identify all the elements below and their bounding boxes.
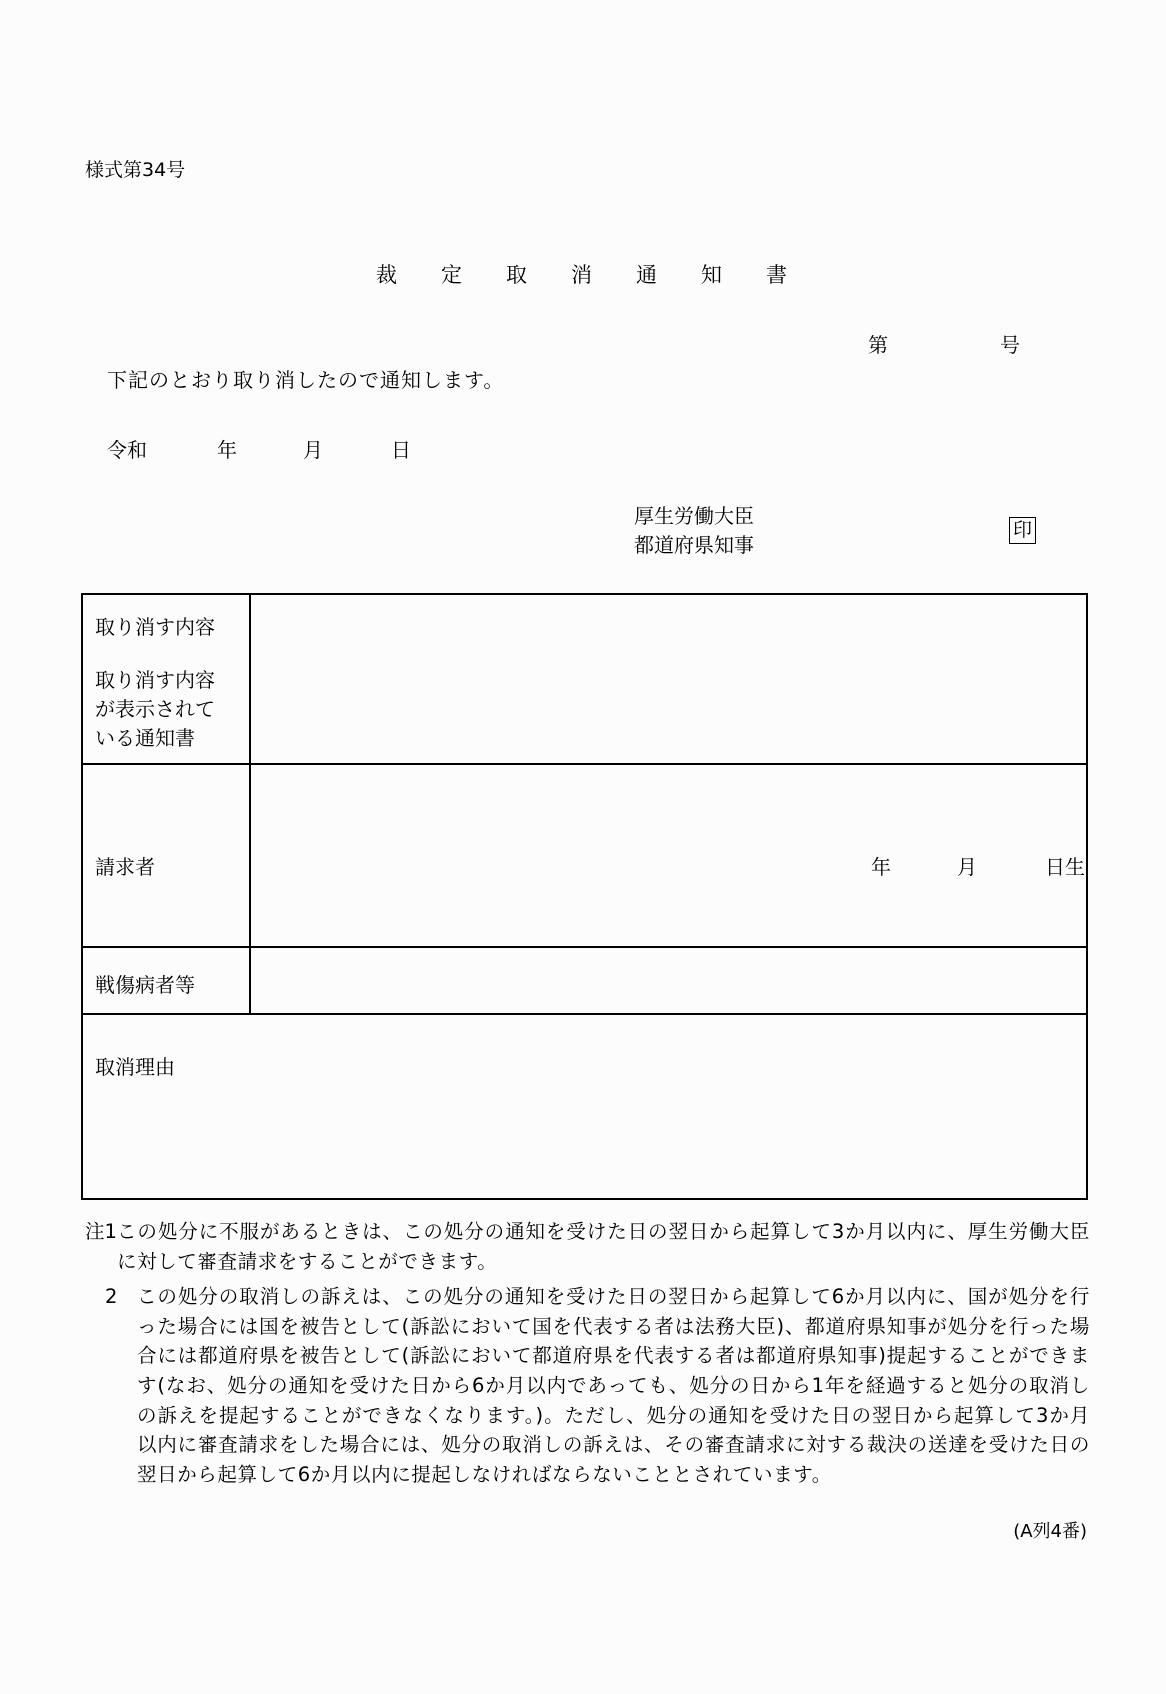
title-char: 消 [571,263,592,287]
date-era: 令和 [107,438,147,462]
birth-month-label: 月 [957,855,977,879]
date-year: 年 [217,438,237,462]
label-line: 取り消す内容 [95,668,215,692]
note-2 [85,1282,1090,1489]
document-number-prefix: 第 [868,333,888,357]
reason-cell[interactable] [82,1014,1087,1199]
label-line: が表示されて [95,697,215,721]
date-day: 日 [391,438,411,462]
form-number: 様式第34号 [85,159,186,181]
title-char: 取 [506,263,527,287]
label-cell-requester [82,764,250,947]
title-char: 知 [701,263,722,287]
issuer-minister: 厚生労働大臣 [634,504,754,528]
label-reason: 取消理由 [95,1055,175,1079]
label-requester: 請求者 [95,855,155,879]
label-cell-content [82,594,250,764]
title-char: 裁 [376,263,397,287]
label-line: いる通知書 [95,726,195,750]
table-row-content [82,594,1087,764]
value-cell-war-injured[interactable] [250,947,1087,1014]
note-text: この処分の取消しの訴えは、この処分の通知を受けた日の翌日から起算して6か月以内に、国が処分を行った場合には国を被告として(訴訟において国を代表する者は法務大臣)、都道府県知事が処分を行った場合には都道府県を被告として(訴訟において都道府県を代表する者は都道府県知事)提起することができます(なお、処分の通知を受けた日から6か月以内であっても、処分の日から1年を経過すると処分の取消しの訴えを提起することができなくなります。)。ただし、処分の通知を受けた日の翌日から起算して3か月以内に審査請求をした場合には、処分の取消しの訴えは、その審査請求に対する裁決の送達を受けた日の翌日から起算して6か月以内に提起しなければならないこととされています。 [137,1285,1090,1486]
note-number: 注1 [85,1220,117,1243]
note-text: この処分に不服があるときは、この処分の通知を受けた日の翌日から起算して3か月以内に、厚生労働大臣に対して審査請求をすることができます。 [117,1220,1090,1273]
title-char: 定 [441,263,462,287]
birth-day-label: 日生 [1045,855,1085,879]
cancellation-form-table [81,593,1088,1200]
paper-size-label: (A列4番) [1013,1521,1087,1542]
value-cell-requester[interactable] [250,764,1087,947]
title-char: 通 [636,263,657,287]
notes-section [85,1217,1090,1489]
label-notice-document [95,666,249,753]
issuer-governor: 都道府県知事 [634,533,754,557]
label-cancel-content: 取り消す内容 [95,615,215,639]
label-war-injured: 戦傷病者等 [95,973,195,997]
notice-sentence: 下記のとおり取り消したので通知します。 [107,368,505,392]
table-row-requester [82,764,1087,947]
note-number: 2 [105,1285,118,1309]
seal-mark: 印 [1009,517,1036,544]
note-1 [85,1217,1090,1276]
birth-year-label: 年 [871,855,891,879]
document-title [376,265,831,286]
value-cell-content[interactable] [250,594,1087,764]
table-row-reason [82,1014,1087,1199]
title-char: 書 [766,263,787,287]
table-row-war-injured [82,947,1087,1014]
date-month: 月 [303,438,323,462]
document-number-suffix: 号 [1000,333,1020,357]
label-cell-war-injured [82,947,250,1014]
